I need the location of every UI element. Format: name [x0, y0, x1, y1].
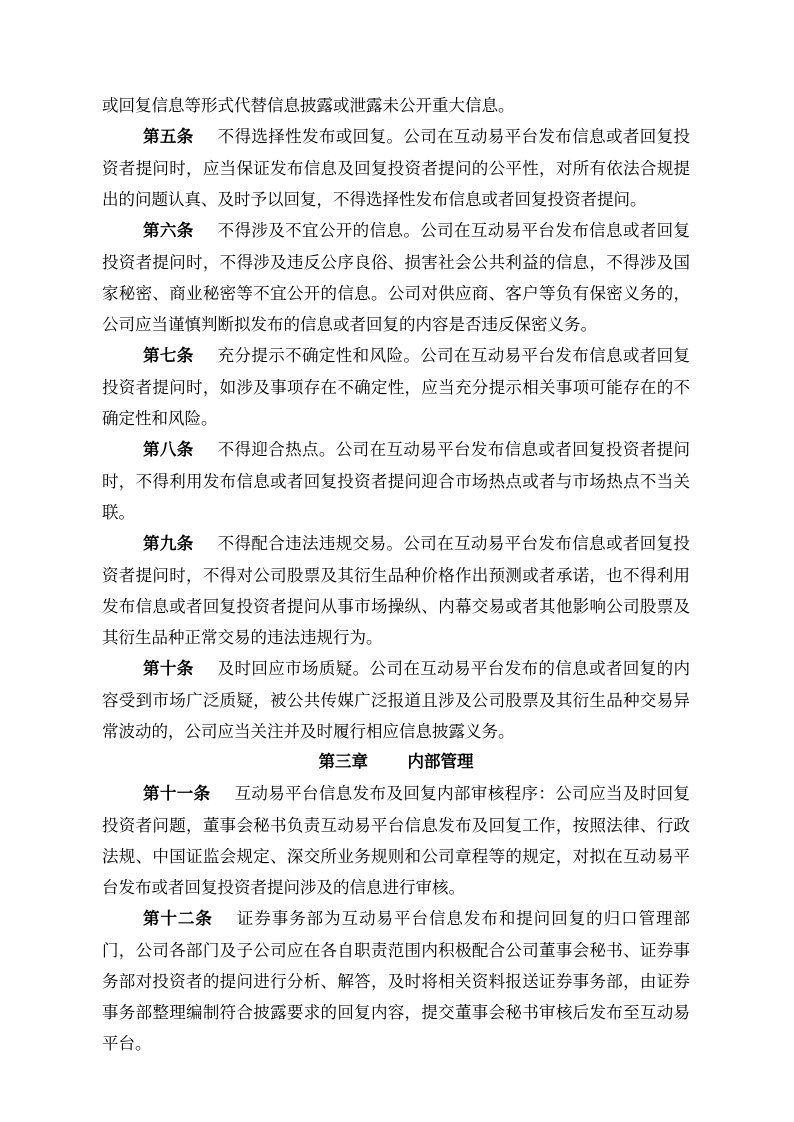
article-10-text: 及时回应市场质疑。公司在互动易平台发布的信息或者回复的内容受到市场广泛质疑，被公共传媒广泛报道且涉及公司股票及其衍生品种交易异常波动的，公司应当关注并及时履行相应信息披露义务。 [102, 659, 691, 741]
article-8-paragraph [102, 434, 690, 528]
article-10-paragraph [102, 653, 690, 747]
article-7-paragraph [102, 340, 690, 434]
article-12-number: 第十二条 [143, 910, 213, 928]
article-7-number: 第七条 [143, 347, 194, 365]
article-6-text: 不得涉及不宜公开的信息。公司在互动易平台发布信息或者回复投资者提问时，不得涉及违反公序良俗、损害社会公共利益的信息，不得涉及国家秘密、商业秘密等不宜公开的信息。公司对供应商、客户等负有保密义务的，公司应当谨慎判断拟发布的信息或者回复的内容是否违反保密义务。 [102, 221, 691, 334]
article-10-number: 第十条 [143, 660, 194, 678]
article-11-number: 第十一条 [143, 785, 211, 803]
article-5-paragraph [102, 121, 690, 215]
article-6-number: 第六条 [143, 222, 194, 240]
article-11-text: 互动易平台信息发布及回复内部审核程序：公司应当及时回复投资者问题，董事会秘书负责互动易平台信息发布及回复工作，按照法律、行政法规、中国证监会规定、深交所业务规则和公司章程等的规定，对拟在互动易平台发布或者回复投资者提问涉及的信息进行审核。 [102, 784, 691, 897]
article-8-text: 不得迎合热点。公司在互动易平台发布信息或者回复投资者提问时，不得利用发布信息或者回复投资者提问迎合市场热点或者与市场热点不当关联。 [102, 440, 691, 522]
article-5-number: 第五条 [143, 128, 194, 146]
article-9-number: 第九条 [143, 535, 194, 553]
article-7-text: 充分提示不确定性和风险。公司在互动易平台发布信息或者回复投资者提问时，如涉及事项存在不确定性，应当充分提示相关事项可能存在的不确定性和风险。 [102, 346, 691, 428]
paragraph-continuation [102, 90, 690, 121]
article-8-number: 第八条 [143, 441, 194, 459]
article-12-paragraph [102, 903, 690, 1059]
chapter-number: 第三章 [318, 753, 368, 771]
article-11-paragraph [102, 778, 690, 903]
paragraph-text: 或回复信息等形式代替信息披露或泄露未公开重大信息。 [102, 96, 515, 115]
article-9-text: 不得配合违法违规交易。公司在互动易平台发布信息或者回复投资者提问时，不得对公司股票及其衍生品种价格作出预测或者承诺，也不得利用发布信息或者回复投资者提问从事市场操纵、内幕交易或者其他影响公司股票及其衍生品种正常交易的违法违规行为。 [102, 534, 691, 647]
chapter-title: 内部管理 [407, 753, 474, 771]
article-6-paragraph [102, 215, 690, 340]
article-12-text: 证券事务部为互动易平台信息发布和提问回复的归口管理部门，公司各部门及子公司应在各自职责范围内积极配合公司董事会秘书、证券事务部对投资者的提问进行分析、解答，及时将相关资料报送证券事务部，由证券事务部整理编制符合披露要求的回复内容，提交董事会秘书审核后发布至互动易平台。 [102, 909, 691, 1053]
chapter-heading [102, 747, 690, 778]
article-9-paragraph [102, 528, 690, 653]
article-5-text: 不得选择性发布或回复。公司在互动易平台发布信息或者回复投资者提问时，应当保证发布信息及回复投资者提问的公平性，对所有依法合规提出的问题认真、及时予以回复，不得选择性发布信息或者回复投资者提问。 [102, 127, 691, 209]
